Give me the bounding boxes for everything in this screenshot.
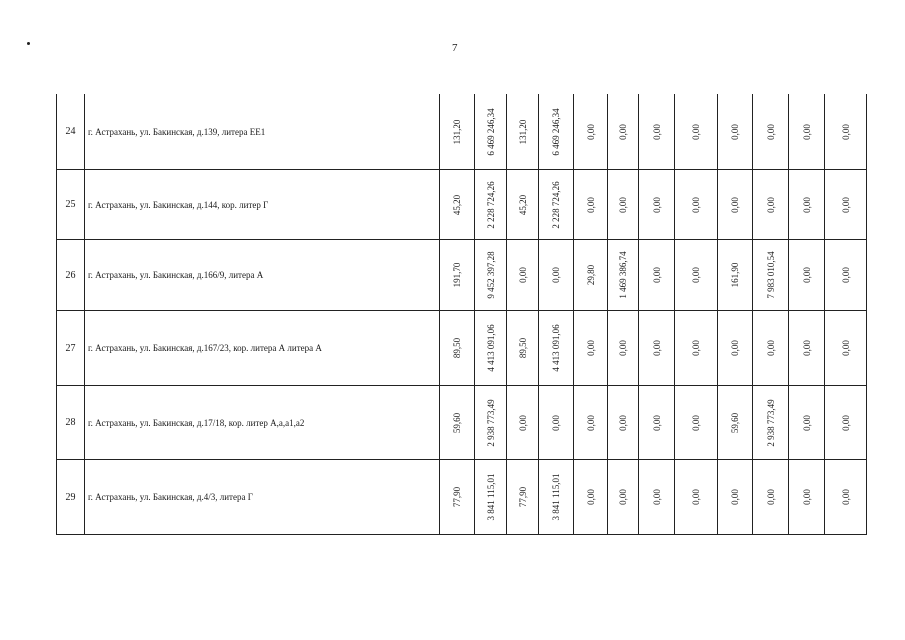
table-row [57, 94, 867, 170]
value-text: 0,00 [691, 123, 701, 140]
value-text: 0,00 [618, 414, 628, 431]
value-text: 77,90 [517, 486, 528, 508]
value-cell [608, 386, 639, 460]
value-cell [539, 240, 574, 311]
value-cell [825, 311, 867, 386]
row-number: 29 [57, 460, 85, 535]
value-text: 0,00 [585, 340, 596, 356]
value-cell [639, 386, 675, 460]
value-cell [507, 386, 539, 460]
value-cell [539, 94, 574, 170]
address-cell: г. Астрахань, ул. Бакинская, д.144, кор. литер Г [85, 170, 440, 240]
value-text: 59,60 [452, 412, 462, 433]
value-cell [825, 240, 867, 311]
value-text: 0,00 [618, 196, 628, 213]
value-text: 4 413 091,06 [551, 324, 561, 372]
value-cell [789, 170, 825, 240]
value-cell [825, 94, 867, 170]
value-text: 0,00 [651, 123, 662, 140]
value-text: 6 469 246,34 [551, 107, 561, 156]
value-cell [639, 94, 675, 170]
value-cell [574, 311, 608, 386]
value-cell [574, 460, 608, 535]
value-cell [789, 460, 825, 535]
value-cell [675, 311, 718, 386]
value-cell [608, 311, 639, 386]
value-text: 0,00 [801, 123, 812, 140]
value-text: 6 469 246,34 [485, 107, 496, 156]
value-cell [789, 240, 825, 311]
table-row [57, 170, 867, 240]
value-text: 0,00 [765, 340, 776, 356]
value-text: 0,00 [585, 123, 596, 140]
value-cell [639, 311, 675, 386]
value-cell [675, 170, 718, 240]
value-cell [753, 170, 789, 240]
address-cell: г. Астрахань, ул. Бакинская, д.167/23, кор. литера А литера А [85, 311, 440, 386]
value-text: 2 938 773,49 [485, 398, 496, 447]
table-row [57, 311, 867, 386]
value-text: 0,00 [691, 340, 701, 356]
value-cell [539, 386, 574, 460]
value-cell [475, 386, 507, 460]
value-cell [475, 311, 507, 386]
value-cell [718, 460, 753, 535]
value-text: 0,00 [691, 267, 701, 283]
address-cell: г. Астрахань, ул. Бакинская, д.139, литера ЕЕ1 [85, 94, 440, 170]
value-cell [608, 460, 639, 535]
value-cell [475, 94, 507, 170]
value-cell [574, 170, 608, 240]
value-text: 89,50 [517, 337, 528, 359]
value-cell [507, 311, 539, 386]
value-text: 0,00 [730, 196, 740, 213]
value-cell [507, 94, 539, 170]
value-cell [574, 240, 608, 311]
value-text: 0,00 [551, 267, 561, 283]
value-text: 0,00 [801, 489, 812, 505]
value-text: 45,20 [452, 194, 462, 215]
value-cell [789, 386, 825, 460]
value-cell [753, 386, 789, 460]
value-text: 0,00 [651, 489, 662, 505]
value-text: 0,00 [730, 489, 740, 505]
value-text: 0,00 [551, 414, 561, 431]
value-cell [718, 240, 753, 311]
value-text: 0,00 [618, 123, 628, 140]
value-cell [574, 386, 608, 460]
value-cell [639, 460, 675, 535]
value-text: 59,60 [730, 412, 740, 433]
value-cell [789, 311, 825, 386]
value-text: 2 938 773,49 [765, 398, 776, 447]
row-number: 26 [57, 240, 85, 311]
value-cell [753, 460, 789, 535]
value-text: 0,00 [585, 414, 596, 431]
value-text: 0,00 [517, 414, 528, 431]
value-text: 0,00 [651, 267, 662, 283]
value-cell [608, 170, 639, 240]
value-text: 3 841 115,01 [551, 473, 561, 521]
value-text: 0,00 [585, 196, 596, 213]
value-text: 0,00 [691, 489, 701, 505]
address-cell: г. Астрахань, ул. Бакинская, д.166/9, литера А [85, 240, 440, 311]
value-text: 0,00 [801, 340, 812, 356]
value-cell [475, 460, 507, 535]
value-text: 0,00 [517, 267, 528, 283]
value-cell [753, 94, 789, 170]
value-cell [608, 240, 639, 311]
value-cell [608, 94, 639, 170]
value-text: 0,00 [840, 489, 851, 505]
value-cell [475, 170, 507, 240]
address-cell: г. Астрахань, ул. Бакинская, д.17/18, кор. литер А,а,а1,а2 [85, 386, 440, 460]
value-cell [440, 170, 475, 240]
value-text: 0,00 [618, 489, 628, 505]
value-cell [440, 240, 475, 311]
value-text: 0,00 [618, 340, 628, 356]
row-number: 28 [57, 386, 85, 460]
value-cell [753, 240, 789, 311]
value-text: 0,00 [840, 123, 851, 140]
value-cell [440, 311, 475, 386]
value-text: 0,00 [765, 489, 776, 505]
value-cell [753, 311, 789, 386]
value-cell [507, 170, 539, 240]
value-text: 0,00 [840, 414, 851, 431]
value-cell [675, 240, 718, 311]
table-row [57, 386, 867, 460]
page-number: 7 [452, 42, 458, 54]
value-cell [507, 240, 539, 311]
value-text: 0,00 [730, 123, 740, 140]
value-text: 4 413 091,06 [485, 324, 496, 372]
value-cell [475, 240, 507, 311]
value-cell [789, 94, 825, 170]
value-text: 29,80 [585, 264, 596, 286]
value-text: 0,00 [801, 414, 812, 431]
value-text: 0,00 [585, 489, 596, 505]
value-cell [675, 386, 718, 460]
value-cell [507, 460, 539, 535]
value-text: 0,00 [765, 123, 776, 140]
value-text: 3 841 115,01 [485, 473, 496, 521]
address-cell: г. Астрахань, ул. Бакинская, д.4/3, литера Г [85, 460, 440, 535]
value-cell [440, 460, 475, 535]
value-text: 0,00 [840, 267, 851, 283]
value-text: 0,00 [765, 196, 776, 213]
value-text: 0,00 [651, 340, 662, 356]
value-cell [440, 94, 475, 170]
value-text: 2 228 724,26 [551, 180, 561, 229]
value-cell [639, 170, 675, 240]
value-text: 2 228 724,26 [485, 180, 496, 229]
value-cell [718, 386, 753, 460]
value-cell [718, 170, 753, 240]
value-cell [825, 460, 867, 535]
value-cell [639, 240, 675, 311]
value-cell [718, 311, 753, 386]
value-text: 0,00 [691, 414, 701, 431]
value-text: 7 983 010,54 [765, 251, 776, 299]
value-text: 0,00 [801, 196, 812, 213]
value-text: 77,90 [452, 486, 462, 508]
value-cell [539, 311, 574, 386]
row-number: 25 [57, 170, 85, 240]
value-cell [675, 460, 718, 535]
value-cell [440, 386, 475, 460]
value-text: 0,00 [840, 340, 851, 356]
value-text: 131,20 [517, 119, 528, 144]
value-text: 161,90 [730, 262, 740, 288]
value-text: 0,00 [651, 414, 662, 431]
data-table [56, 94, 867, 535]
value-cell [574, 94, 608, 170]
value-cell [825, 170, 867, 240]
table-row [57, 240, 867, 311]
value-cell [825, 386, 867, 460]
value-text: 191,70 [452, 262, 462, 288]
value-cell [539, 460, 574, 535]
value-text: 9 452 397,28 [485, 251, 496, 299]
value-cell [675, 94, 718, 170]
scan-speck [27, 42, 30, 45]
value-text: 0,00 [651, 196, 662, 213]
value-text: 45,20 [517, 194, 528, 215]
row-number: 24 [57, 94, 85, 170]
value-text: 0,00 [801, 267, 812, 283]
value-text: 131,20 [452, 119, 462, 144]
value-text: 1 469 386,74 [618, 251, 628, 299]
row-number: 27 [57, 311, 85, 386]
value-text: 0,00 [840, 196, 851, 213]
value-text: 89,50 [452, 337, 462, 359]
value-text: 0,00 [691, 196, 701, 213]
value-text: 0,00 [730, 340, 740, 356]
value-cell [718, 94, 753, 170]
table-row [57, 460, 867, 535]
value-cell [539, 170, 574, 240]
